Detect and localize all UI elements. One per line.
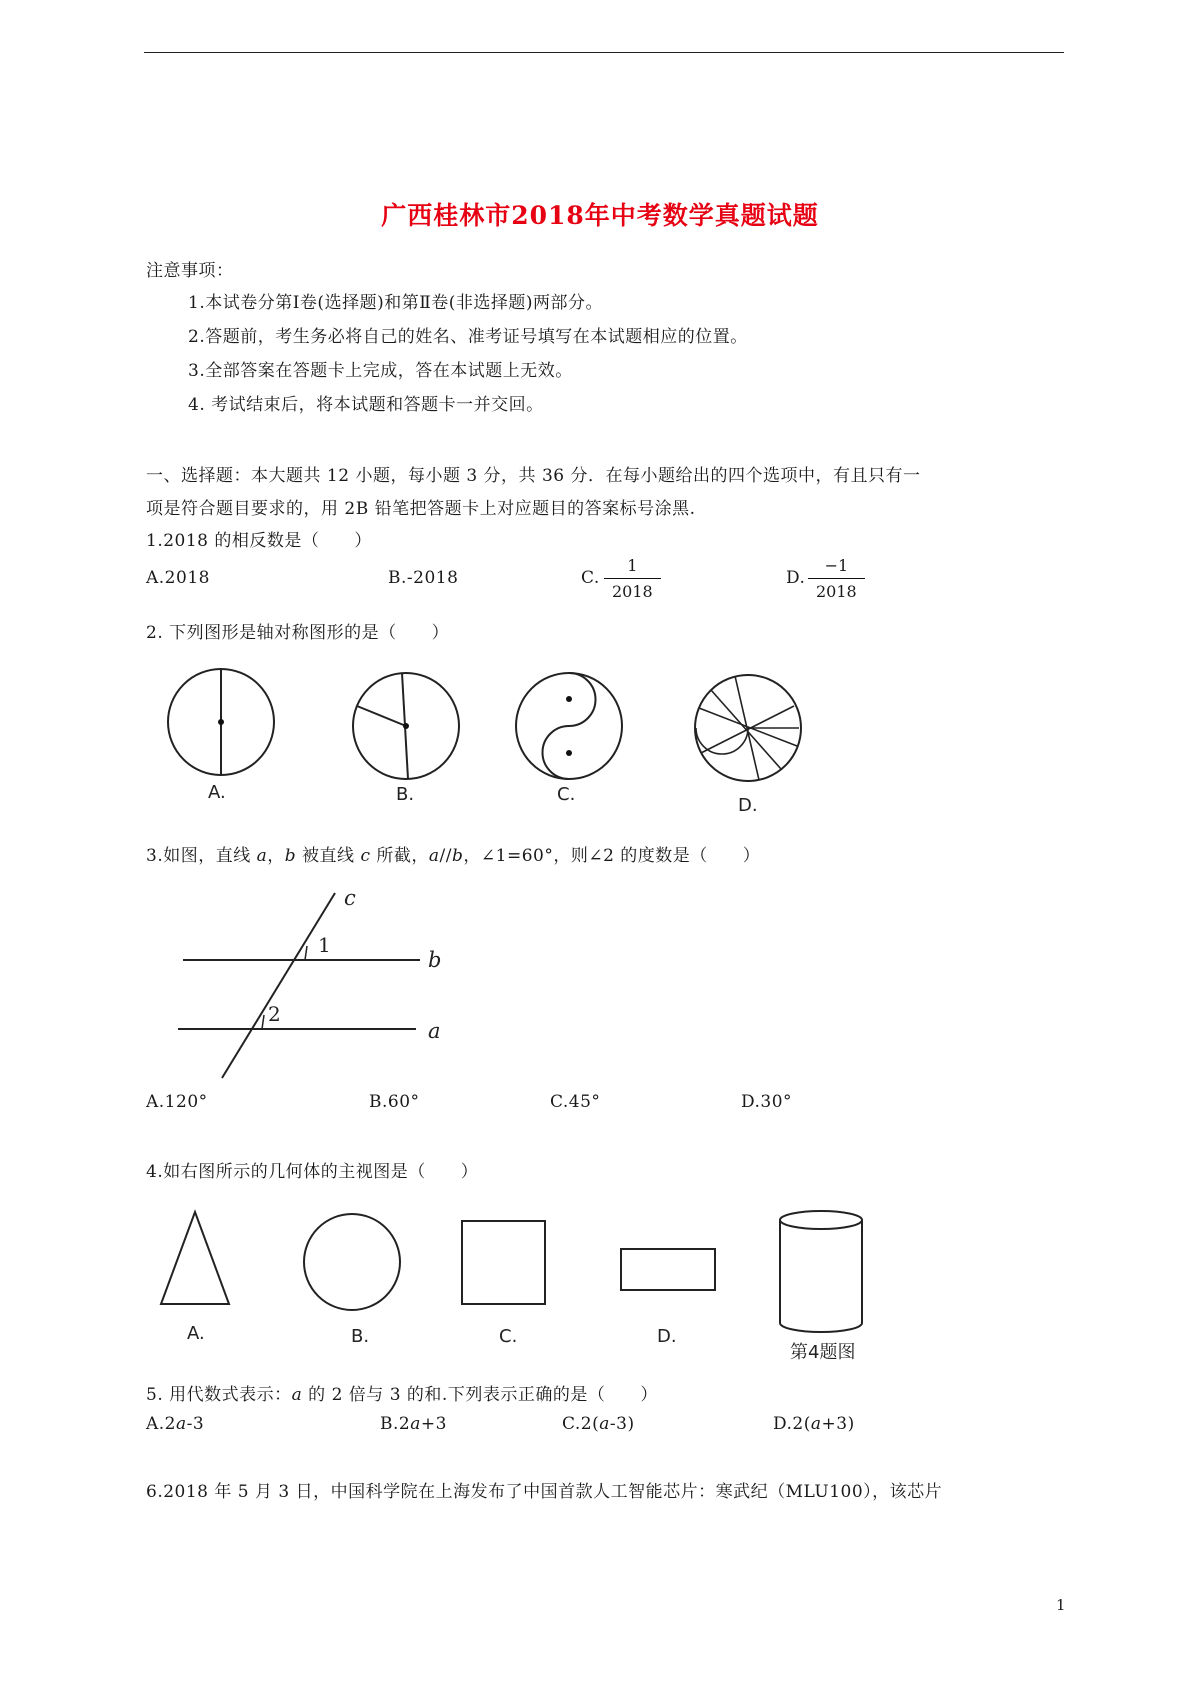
section1-line2: 项是符合题目要求的，用 2B 铅笔把答题卡上对应题目的答案标号涂黑. <box>146 499 696 519</box>
fraction-denominator: 2018 <box>604 578 661 601</box>
q5-option-c: C.2(a-3) <box>562 1414 635 1434</box>
q4-label-d: D. <box>657 1326 677 1347</box>
q2-label-b: B. <box>396 784 415 805</box>
q4-label-b: B. <box>351 1326 370 1347</box>
notice-heading: 注意事项： <box>146 261 234 281</box>
q4-label-c: C. <box>499 1326 518 1347</box>
q3-option-b: B.60° <box>369 1092 420 1112</box>
page-number: 1 <box>1056 1596 1066 1614</box>
q1-option-b: B.-2018 <box>388 568 459 588</box>
q5-option-d: D.2(a+3) <box>773 1414 855 1434</box>
q3-option-a: A.120° <box>146 1092 208 1112</box>
q3-option-c: C.45° <box>550 1092 601 1112</box>
q3-label-b: b <box>428 948 442 972</box>
q3-label-a: a <box>428 1019 441 1043</box>
q6-stem: 6.2018 年 5 月 3 日，中国科学院在上海发布了中国首款人工智能芯片：寒武纪（MLU100），该芯片 <box>146 1482 943 1502</box>
q2-label-c: C. <box>557 784 576 805</box>
q1-stem: 1.2018 的相反数是（ ） <box>146 531 372 551</box>
section1-line1: 一、选择题：本大题共 12 小题，每小题 3 分，共 36 分．在每小题给出的四个选项中，有且只有一 <box>146 466 921 486</box>
fraction-numerator: −1 <box>824 556 849 575</box>
q2-label-a: A. <box>208 782 226 803</box>
fraction-numerator: 1 <box>627 556 638 575</box>
q5-stem: 5. 用代数式表示：a 的 2 倍与 3 的和.下列表示正确的是（ ） <box>146 1385 658 1405</box>
q4-label-a: A. <box>187 1323 205 1344</box>
fraction-denominator: 2018 <box>808 578 865 601</box>
q3-angle-1-label: 1 <box>318 933 331 957</box>
q3-angle-2-label: 2 <box>268 1002 281 1026</box>
q5-option-b: B.2a+3 <box>380 1414 447 1434</box>
q4-figure-caption: 第4题图 <box>790 1342 856 1363</box>
q3-stem: 3.如图，直线 a，b 被直线 c 所截，a//b，∠1=60°，则∠2 的度数是（ ） <box>146 846 761 866</box>
q2-stem: 2. 下列图形是轴对称图形的是（ ） <box>146 623 450 643</box>
notice-item-1: 1.本试卷分第Ⅰ卷(选择题)和第Ⅱ卷(非选择题)两部分。 <box>188 293 604 313</box>
q5-option-a: A.2a-3 <box>146 1414 205 1434</box>
q3-option-d: D.30° <box>741 1092 793 1112</box>
q4-stem: 4.如右图所示的几何体的主视图是（ ） <box>146 1162 479 1182</box>
q1-option-c-prefix: C. <box>581 568 600 588</box>
page-title: 广西桂林市2018年中考数学真题试题 <box>381 201 819 230</box>
q3-label-c: c <box>344 886 356 910</box>
notice-item-4: 4. 考试结束后，将本试题和答题卡一并交回。 <box>188 395 544 415</box>
q2-label-d: D. <box>738 795 758 816</box>
notice-item-2: 2.答题前，考生务必将自己的姓名、准考证号填写在本试题相应的位置。 <box>188 327 748 347</box>
q1-option-d-prefix: D. <box>786 568 806 588</box>
notice-item-3: 3.全部答案在答题卡上完成，答在本试题上无效。 <box>188 361 573 381</box>
q1-option-a: A.2018 <box>146 568 210 588</box>
